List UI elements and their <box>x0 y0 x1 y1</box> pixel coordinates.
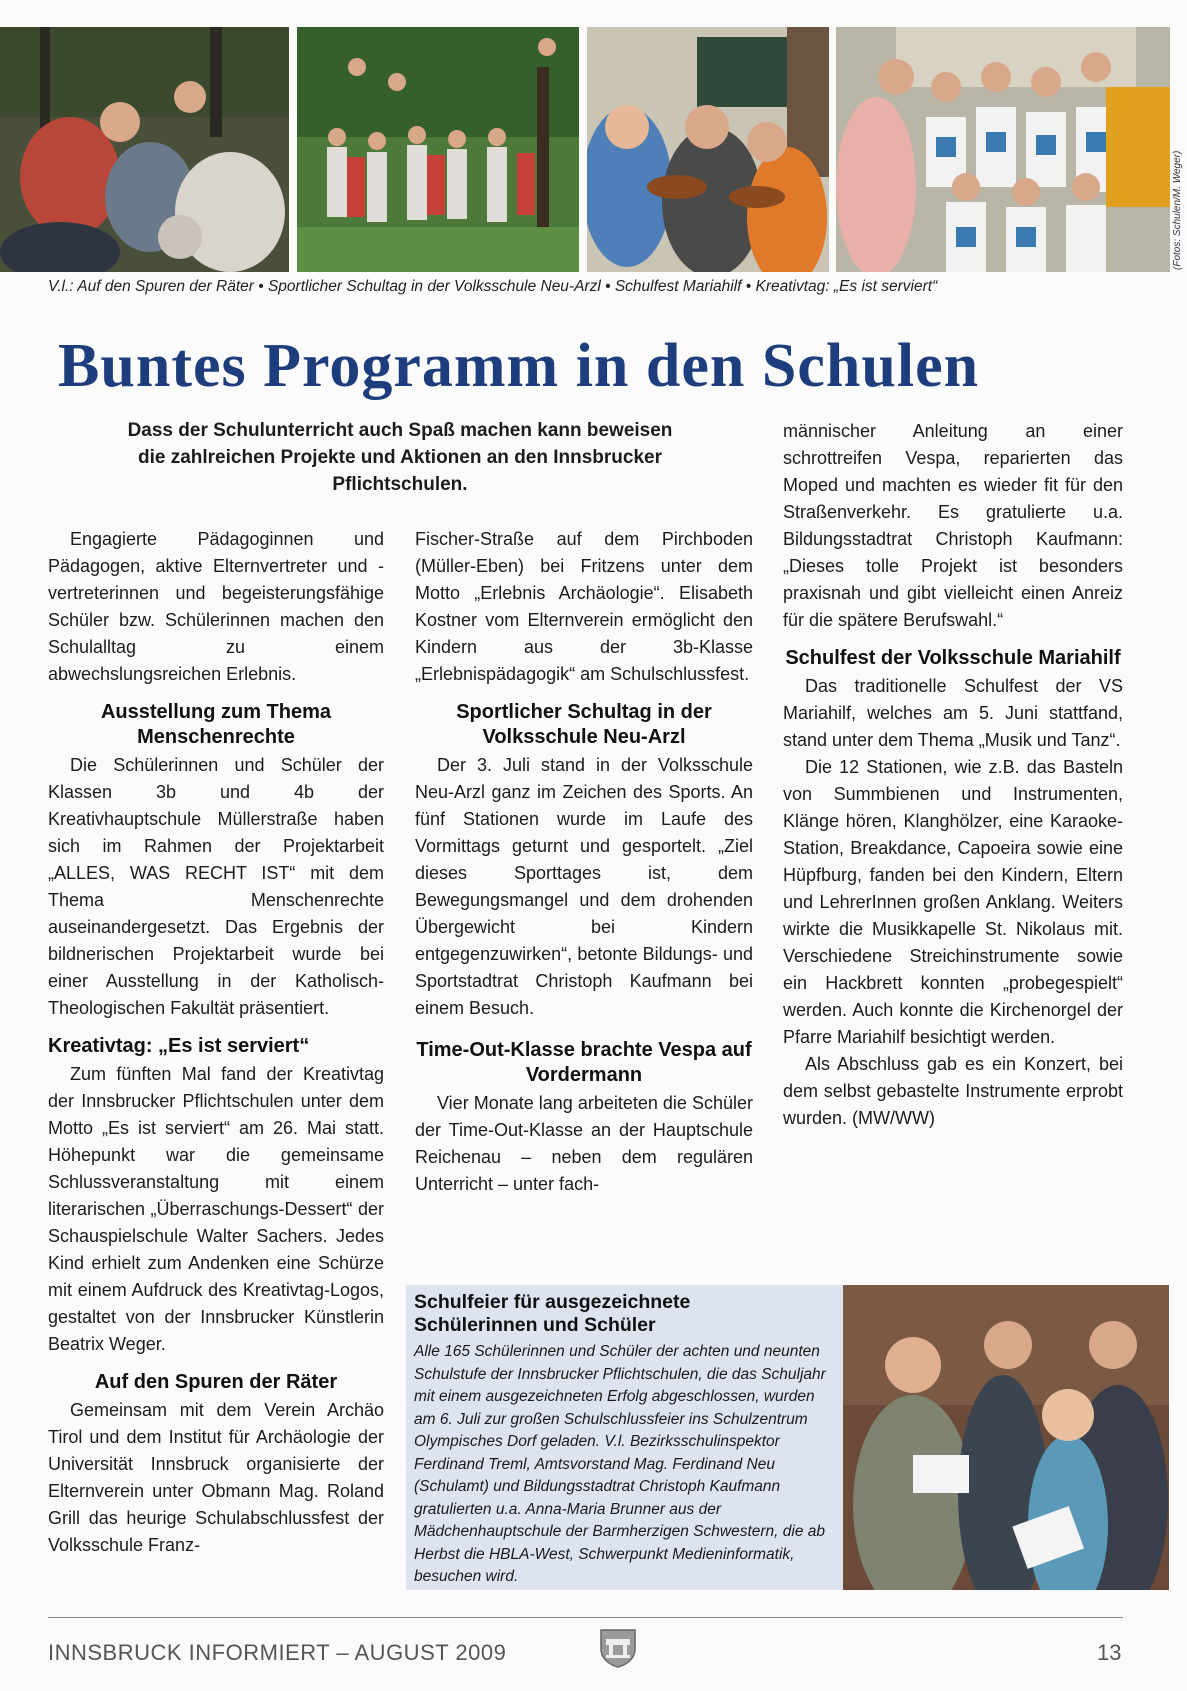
page-number: 13 <box>1097 1640 1122 1665</box>
city-crest-icon <box>598 1627 638 1669</box>
section-text-timeout-continued: männischer Anleitung an einer schrottreifen Vespa, reparierten das Moped und machten es wieder fit für den Straßenverkehr. Es gratulierte u.a. Bildungsstadtrat Christoph Kaufmann: „Dieses tolle Projekt ist besonders praxisnah und gibt vielleicht einen Anreiz für die spätere Berufswahl.“ <box>783 421 1123 630</box>
photo-kreativtag <box>836 27 1170 272</box>
infobox-title: Schulfeier für ausgezeichnete Schülerinnen und Schüler <box>414 1291 691 1336</box>
section-heading-sporttag: Sportlicher Schultag in der Volksschule Neu-Arzl <box>456 701 712 748</box>
photo-strip <box>0 27 1170 272</box>
article-column-3 <box>783 418 1123 1132</box>
section-text-raeter: Gemeinsam mit dem Verein Archäo Tirol und dem Institut für Archäologie der Universität Innsbruck organisierte der Elternverein unter Obmann Mag. Roland Grill das heurige Schulabschlussfest der Volksschule Franz- <box>48 1400 384 1555</box>
section-heading-mariahilf: Schulfest der Volksschule Mariahilf <box>785 647 1121 669</box>
section-text-raeter-continued: Fischer-Straße auf dem Pirchboden (Müller-Eben) bei Fritzens unter dem Motto „Erlebnis Archäologie“. Elisabeth Kostner vom Elternverein ermöglicht den Kindern aus der 3b-Klasse „Erlebnispädagogik“ am Schulschlussfest. <box>415 529 753 684</box>
section-heading-kreativtag: Kreativtag: „Es ist serviert“ <box>48 1035 310 1057</box>
section-text-mariahilf-3: Als Abschluss gab es ein Konzert, bei dem selbst gebastelte Instrumente erprobt wurden. (MW/WW) <box>783 1054 1123 1128</box>
article-column-1 <box>48 526 384 1559</box>
section-text-mariahilf-2: Die 12 Stationen, wie z.B. das Basteln von Summbienen und Instrumenten, Klänge hören, Klanghölzer, eine Karaoke-Station, Breakdance, Capoeira sowie eine Hüpfburg, fanden bei den Kindern, Eltern und LehrerInnen großen Anklang. Weiters wirkte die Musikkapelle St. Nikolaus mit. Verschiedene Streichinstrumente sowie ein Hackbrett konnten „probegespielt“ werden. Auch konnte die Kirchenorgel der Pfarre Mariahilf besichtigt werden. <box>783 757 1123 1047</box>
infobox-text: Alle 165 Schülerinnen und Schüler der achten und neunten Schulstufe der Innsbrucker Pflichtschulen, die das Schuljahr mit einem ausgezeichneten Erfolg abgeschlossen, wurden am 6. Juli zur großen Schulschlussfeier ins Schulzentrum Olympisches Dorf geladen. V.l. Bezirksschulinspektor Ferdinand Treml, Amtsvorstand Mag. Ferdinand Neu (Schulamt) und Bildungsstadtrat Christoph Kaufmann gratulierten u.a. Anna-Maria Brunner aus der Mädchenhauptschule der Barmherzigen Schwestern, die ab Herbst die HBLA-West, Schwerpunkt Medieninformatik, besuchen wird. <box>414 1343 826 1585</box>
infobox-photo <box>843 1285 1169 1590</box>
section-text-sporttag: Der 3. Juli stand in der Volksschule Neu-Arzl ganz im Zeichen des Sports. An fünf Stationen wurde im Laufe des Vormittags geturnt und gesportelt. „Ziel dieses Sporttages ist, dem Bewegungsmangel und dem drohenden Übergewicht bei Kindern entgegenzuwirken“, betonte Bildungs- und Sportstadtrat Christoph Kaufmann bei einem Besuch. <box>415 755 753 1018</box>
page-title: Buntes Programm in den Schulen <box>58 332 980 400</box>
photo-schulfest-mariahilf <box>587 27 829 272</box>
intro-paragraph: Engagierte Pädagoginnen und Pädagogen, aktive Elternvertreter und -vertreterinnen und begeisterungsfähige Schüler bzw. Schülerinnen machen den Schulalltag zu einem abwechslungsreichen Erlebnis. <box>48 529 384 684</box>
section-text-kreativtag: Zum fünften Mal fand der Kreativtag der Innsbrucker Pflichtschulen unter dem Motto „Es ist serviert“ am 26. Mai statt. Höhepunkt war die gemeinsame Schlussveranstaltung mit einem literarischen „Überraschungs-Dessert“ der Schauspielschule Walter Sachers. Jedes Kind erhielt zum Andenken eine Schürze mit einem Aufdruck des Kreativtag-Logos, gestaltet von der Innsbrucker Künstlerin Beatrix Weger. <box>48 1064 384 1354</box>
footer-divider <box>48 1617 1123 1618</box>
photo-caption: V.l.: Auf den Spuren der Räter • Sportlicher Schultag in der Volksschule Neu-Arzl • Schulfest Mariahilf • Kreativtag: „Es ist serviert“ <box>48 278 938 295</box>
article-column-2 <box>415 526 753 1198</box>
section-heading-menschenrechte: Ausstellung zum Thema Menschenrechte <box>100 701 332 748</box>
footer-publication: INNSBRUCK INFORMIERT – AUGUST 2009 <box>48 1640 507 1665</box>
section-text-timeout: Vier Monate lang arbeiteten die Schüler der Time-Out-Klasse an der Hauptschule Reichenau – neben dem regulären Unterricht – unter fach- <box>415 1093 753 1194</box>
infobox-schulfeier <box>406 1285 1169 1590</box>
section-heading-timeout: Time-Out-Klasse brachte Vespa auf Vordermann <box>416 1039 752 1086</box>
lead-paragraph: Dass der Schulunterricht auch Spaß machen kann beweisen die zahlreichen Projekte und Aktionen an den Innsbrucker Pflichtschulen. <box>127 420 673 495</box>
section-text-mariahilf-1: Das traditionelle Schulfest der VS Mariahilf, welches am 5. Juni stattfand, stand unter dem Thema „Musik und Tanz“. <box>783 676 1123 750</box>
photo-raeter <box>0 27 289 272</box>
photo-credit: (Fotos: Schulen/M. Weger) <box>1172 150 1183 270</box>
photo-sporttag <box>297 27 579 272</box>
section-text-menschenrechte: Die Schülerinnen und Schüler der Klassen 3b und 4b der Kreativhauptschule Müllerstraße haben sich im Rahmen der Projektarbeit „ALLES, WAS RECHT IST“ mit dem Thema Menschenrechte auseinandergesetzt. Das Ergebnis der bildnerischen Projektarbeit wurde bei einer Ausstellung in der Katholisch-Theologischen Fakultät präsentiert. <box>48 755 384 1018</box>
section-heading-raeter: Auf den Spuren der Räter <box>94 1371 338 1393</box>
